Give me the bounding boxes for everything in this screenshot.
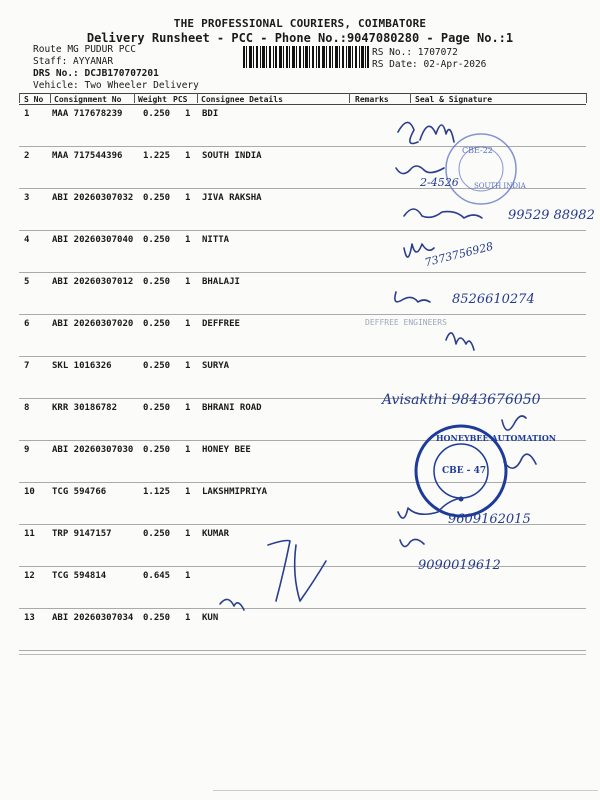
row-consignment: MAA 717544396 [52,151,123,161]
row-pcs: 1 [185,613,191,623]
row-sno: 7 [24,361,30,371]
col-divider [134,93,135,103]
handwriting-row4: 7373756928 [423,239,495,270]
row-sno: 2 [24,151,30,161]
row-consignment: ABI 20260307020 [52,319,134,329]
rs-number: RS No.: 1707072 [372,47,458,58]
row-consignee: BDI [202,109,219,119]
handwriting-row2: 2-4526 [420,176,459,189]
row-sno: 6 [24,319,30,329]
barcode [243,46,369,68]
company-title: THE PROFESSIONAL COURIERS, COIMBATORE [173,17,427,30]
row-consignment: TCG 594766 [52,487,107,497]
south-india-stamp [442,130,520,208]
honeybee-stamp-text: HONEYBEE AUTOMATION [436,433,557,443]
row-consignee: LAKSHMIPRIYA [202,487,268,497]
row-consignment: KRR 30186782 [52,403,118,413]
row-weight: 0.250 [143,613,171,623]
row-weight: 1.225 [143,151,171,161]
row-consignment: ABI 20260307040 [52,235,134,245]
row-consignee: SURYA [202,361,230,371]
col-divider [19,93,20,103]
footer-divider [213,790,598,791]
table-row [19,314,586,357]
row-consignee: BHRANI ROAD [202,403,262,413]
drs-number: DRS No.: DCJB170707201 [33,68,159,79]
row-consignee: HONEY BEE [202,445,251,455]
table-row [19,230,586,273]
row-weight: 0.645 [143,571,171,581]
row-weight: 0.250 [143,529,171,539]
row-pcs: 1 [185,571,191,581]
col-divider [197,93,198,103]
col-seal: Seal & Signature [415,95,493,104]
row-consignee: DEFFREE [202,319,240,329]
row-consignment: TRP 9147157 [52,529,112,539]
row-pcs: 1 [185,193,191,203]
row-pcs: 1 [185,403,191,413]
deffree-stamp: DEFFREE ENGINEERS [365,318,447,327]
row-sno: 3 [24,193,30,203]
row-sno: 12 [24,571,35,581]
row-pcs: 1 [185,277,191,287]
row-pcs: 1 [185,529,191,539]
row-consignee: JIVA RAKSHA [202,193,262,203]
row-consignment: ABI 20260307012 [52,277,134,287]
row-consignment: ABI 20260307030 [52,445,134,455]
vehicle-label: Vehicle: Two Wheeler Delivery [33,80,199,91]
col-pcs: PCS [173,95,188,104]
row-weight: 0.250 [143,361,171,371]
row-consignment: ABI 20260307032 [52,193,134,203]
row-sno: 9 [24,445,30,455]
table-row [19,566,586,609]
row-sno: 13 [24,613,35,623]
south-india-stamp-text: SOUTH INDIA [474,182,526,190]
row-consignee: KUMAR [202,529,230,539]
row-pcs: 1 [185,487,191,497]
row-sno: 10 [24,487,35,497]
row-weight: 0.250 [143,319,171,329]
row-sno: 5 [24,277,30,287]
row-weight: 0.250 [143,445,171,455]
row-consignee: BHALAJI [202,277,240,287]
row-consignment: ABI 20260307034 [52,613,134,623]
row-sno: 1 [24,109,30,119]
col-consignee: Consignee Details [201,95,283,104]
handwriting-row11: 9090019612 [418,558,501,573]
table-row [19,608,586,651]
row-weight: 1.125 [143,487,171,497]
row-sno: 11 [24,529,35,539]
row-pcs: 1 [185,151,191,161]
row-consignee: KUN [202,613,219,623]
handwriting-row8: Avisakthi 9843676050 [382,392,541,408]
staff-label: Staff: AYYANAR [33,56,114,67]
row-pcs: 1 [185,445,191,455]
honeybee-stamp-mid: CBE - 47 [442,466,487,476]
table-row [19,524,586,567]
row-consignment: TCG 594814 [52,571,107,581]
col-divider [410,93,411,103]
row-pcs: 1 [185,319,191,329]
row-weight: 0.250 [143,403,171,413]
col-divider [50,93,51,103]
row-pcs: 1 [185,235,191,245]
row-weight: 0.250 [143,109,171,119]
col-divider [349,93,350,103]
row-weight: 0.250 [143,235,171,245]
handwriting-row10: 9609162015 [448,512,531,527]
row-pcs: 1 [185,109,191,119]
blank-row-divider [19,654,586,655]
handwriting-row3: 99529 88982 [508,208,595,223]
south-india-stamp-mid: CBE-22 [462,146,493,155]
row-weight: 0.250 [143,277,171,287]
row-consignee: SOUTH INDIA [202,151,262,161]
col-remarks: Remarks [355,95,389,104]
row-consignment: MAA 717678239 [52,109,123,119]
row-consignee: NITTA [202,235,230,245]
row-weight: 0.250 [143,193,171,203]
row-sno: 8 [24,403,30,413]
row-consignment: SKL 1016326 [52,361,112,371]
rs-date: RS Date: 02-Apr-2026 [372,59,487,70]
runsheet-subtitle: Delivery Runsheet - PCC - Phone No.:9047080280 - Page No.:1 [86,31,514,45]
col-divider [586,93,587,103]
row-pcs: 1 [185,361,191,371]
col-consignment: Consignment No [54,95,122,104]
col-weight: Weight [138,95,167,104]
col-sno: S No [24,95,44,104]
handwriting-row5: 8526610274 [452,292,535,307]
row-sno: 4 [24,235,30,245]
route-label: Route MG PUDUR PCC [33,44,136,55]
